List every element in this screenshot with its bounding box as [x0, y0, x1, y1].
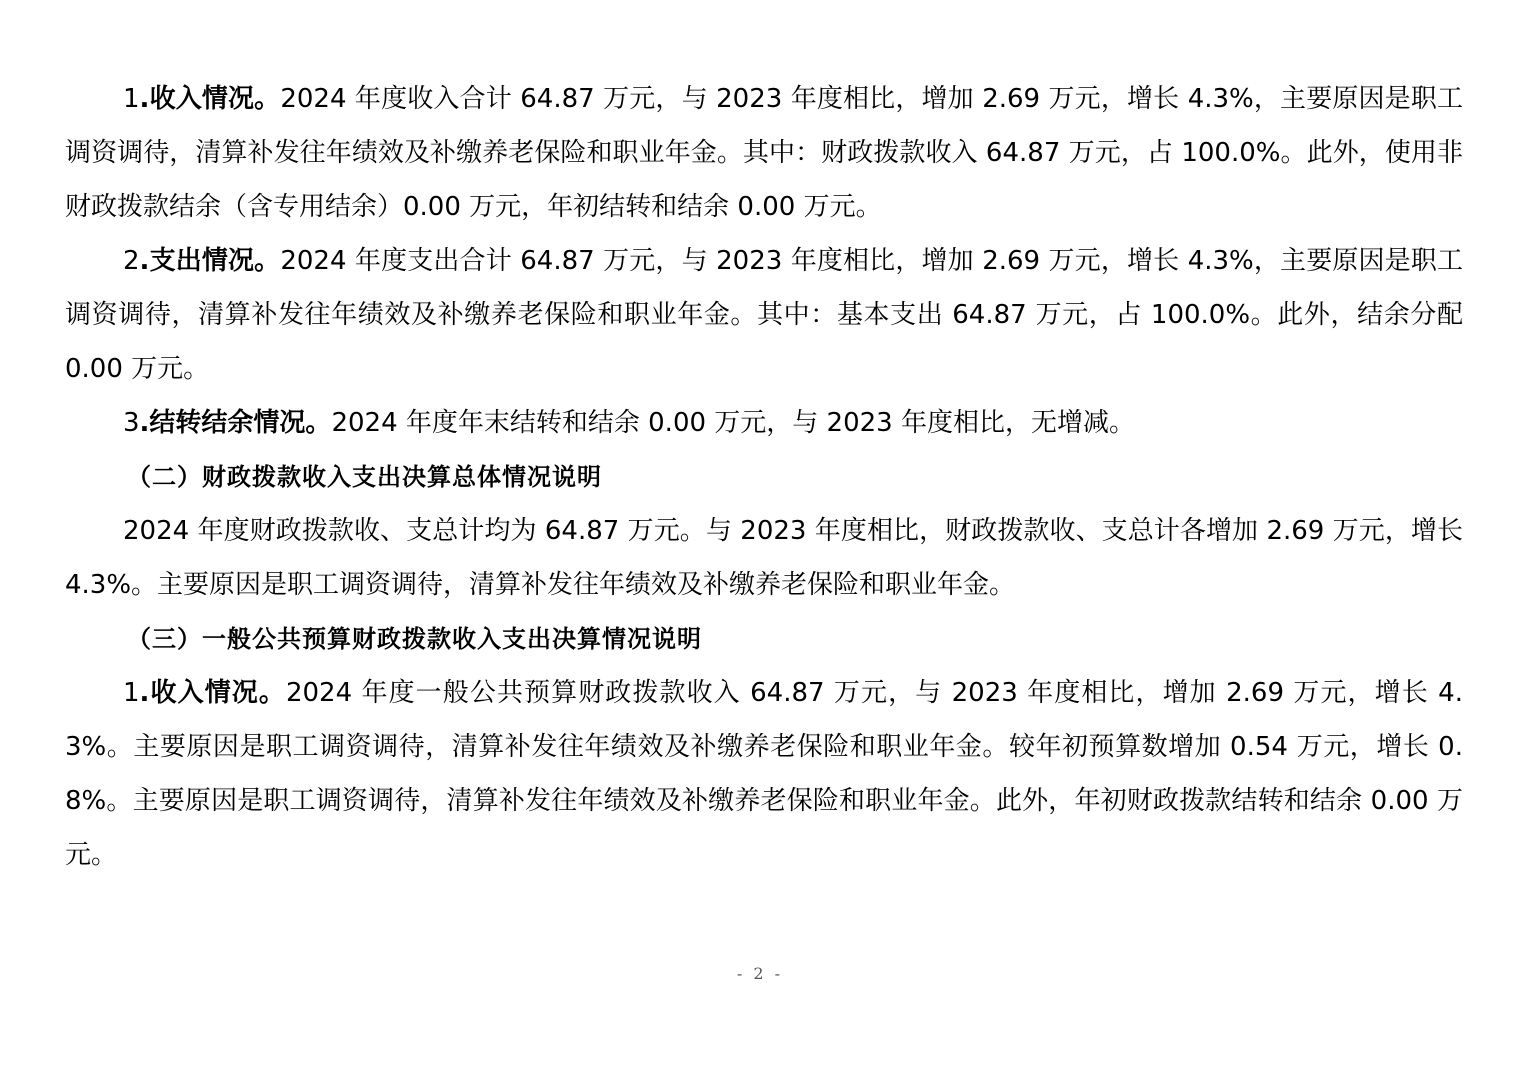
paragraph-expenditure [65, 234, 1463, 396]
section-heading-fiscal-overall: （二）财政拨款收入支出决算总体情况说明 [127, 462, 602, 491]
paragraph-lead: .结转结余情况。 [139, 408, 332, 438]
paragraph-lead: .收入情况。 [139, 678, 286, 708]
document-body [65, 72, 1463, 882]
page-number: - 2 - [736, 964, 784, 983]
paragraph-income [65, 72, 1463, 234]
paragraph-text: 2024 年度收入合计 64.87 万元，与 2023 年度相比，增加 2.69 万元，增长 4.3%，主要原因是职工调资调待，清算补发往年绩效及补缴养老保险和职业年金。其中：财政拨款收入 64.87 万元，占 100.0%。此外，使用非财政拨款结余（含专用结余）0.00 万元，年初结转和结余 0.00 万元。 [65, 84, 1463, 222]
paragraph-text: 2024 年度财政拨款收、支总计均为 64.87 万元。与 2023 年度相比，财政拨款收、支总计各增加 2.69 万元，增长 4.3%。主要原因是职工调资调待，清算补发往年绩效及补缴养老保险和职业年金。 [65, 516, 1463, 600]
paragraph-carryover [65, 396, 1463, 450]
item-number: 1 [123, 678, 140, 708]
item-number: 1 [123, 84, 140, 114]
paragraph-lead: .支出情况。 [139, 246, 281, 276]
paragraph-general-budget-income [65, 666, 1463, 882]
section-heading-general-budget: （三）一般公共预算财政拨款收入支出决算情况说明 [127, 624, 702, 653]
paragraph-fiscal-overall [65, 504, 1463, 612]
paragraph-text: 2024 年度年末结转和结余 0.00 万元，与 2023 年度相比，无增减。 [331, 408, 1135, 438]
paragraph-lead: .收入情况。 [139, 84, 281, 114]
paragraph-text: 2024 年度一般公共预算财政拨款收入 64.87 万元，与 2023 年度相比，增加 2.69 万元，增长 4.3%。主要原因是职工调资调待，清算补发往年绩效及补缴养老保险和职业年金。较年初预算数增加 0.54 万元，增长 0.8%。主要原因是职工调资调待，清算补发往年绩效及补缴养老保险和职业年金。此外，年初财政拨款结转和结余 0.00 万元。 [65, 678, 1463, 870]
item-number: 3 [123, 408, 140, 438]
item-number: 2 [123, 246, 140, 276]
paragraph-text: 2024 年度支出合计 64.87 万元，与 2023 年度相比，增加 2.69 万元，增长 4.3%，主要原因是职工调资调待，清算补发往年绩效及补缴养老保险和职业年金。其中：基本支出 64.87 万元，占 100.0%。此外，结余分配 0.00 万元。 [65, 246, 1463, 384]
